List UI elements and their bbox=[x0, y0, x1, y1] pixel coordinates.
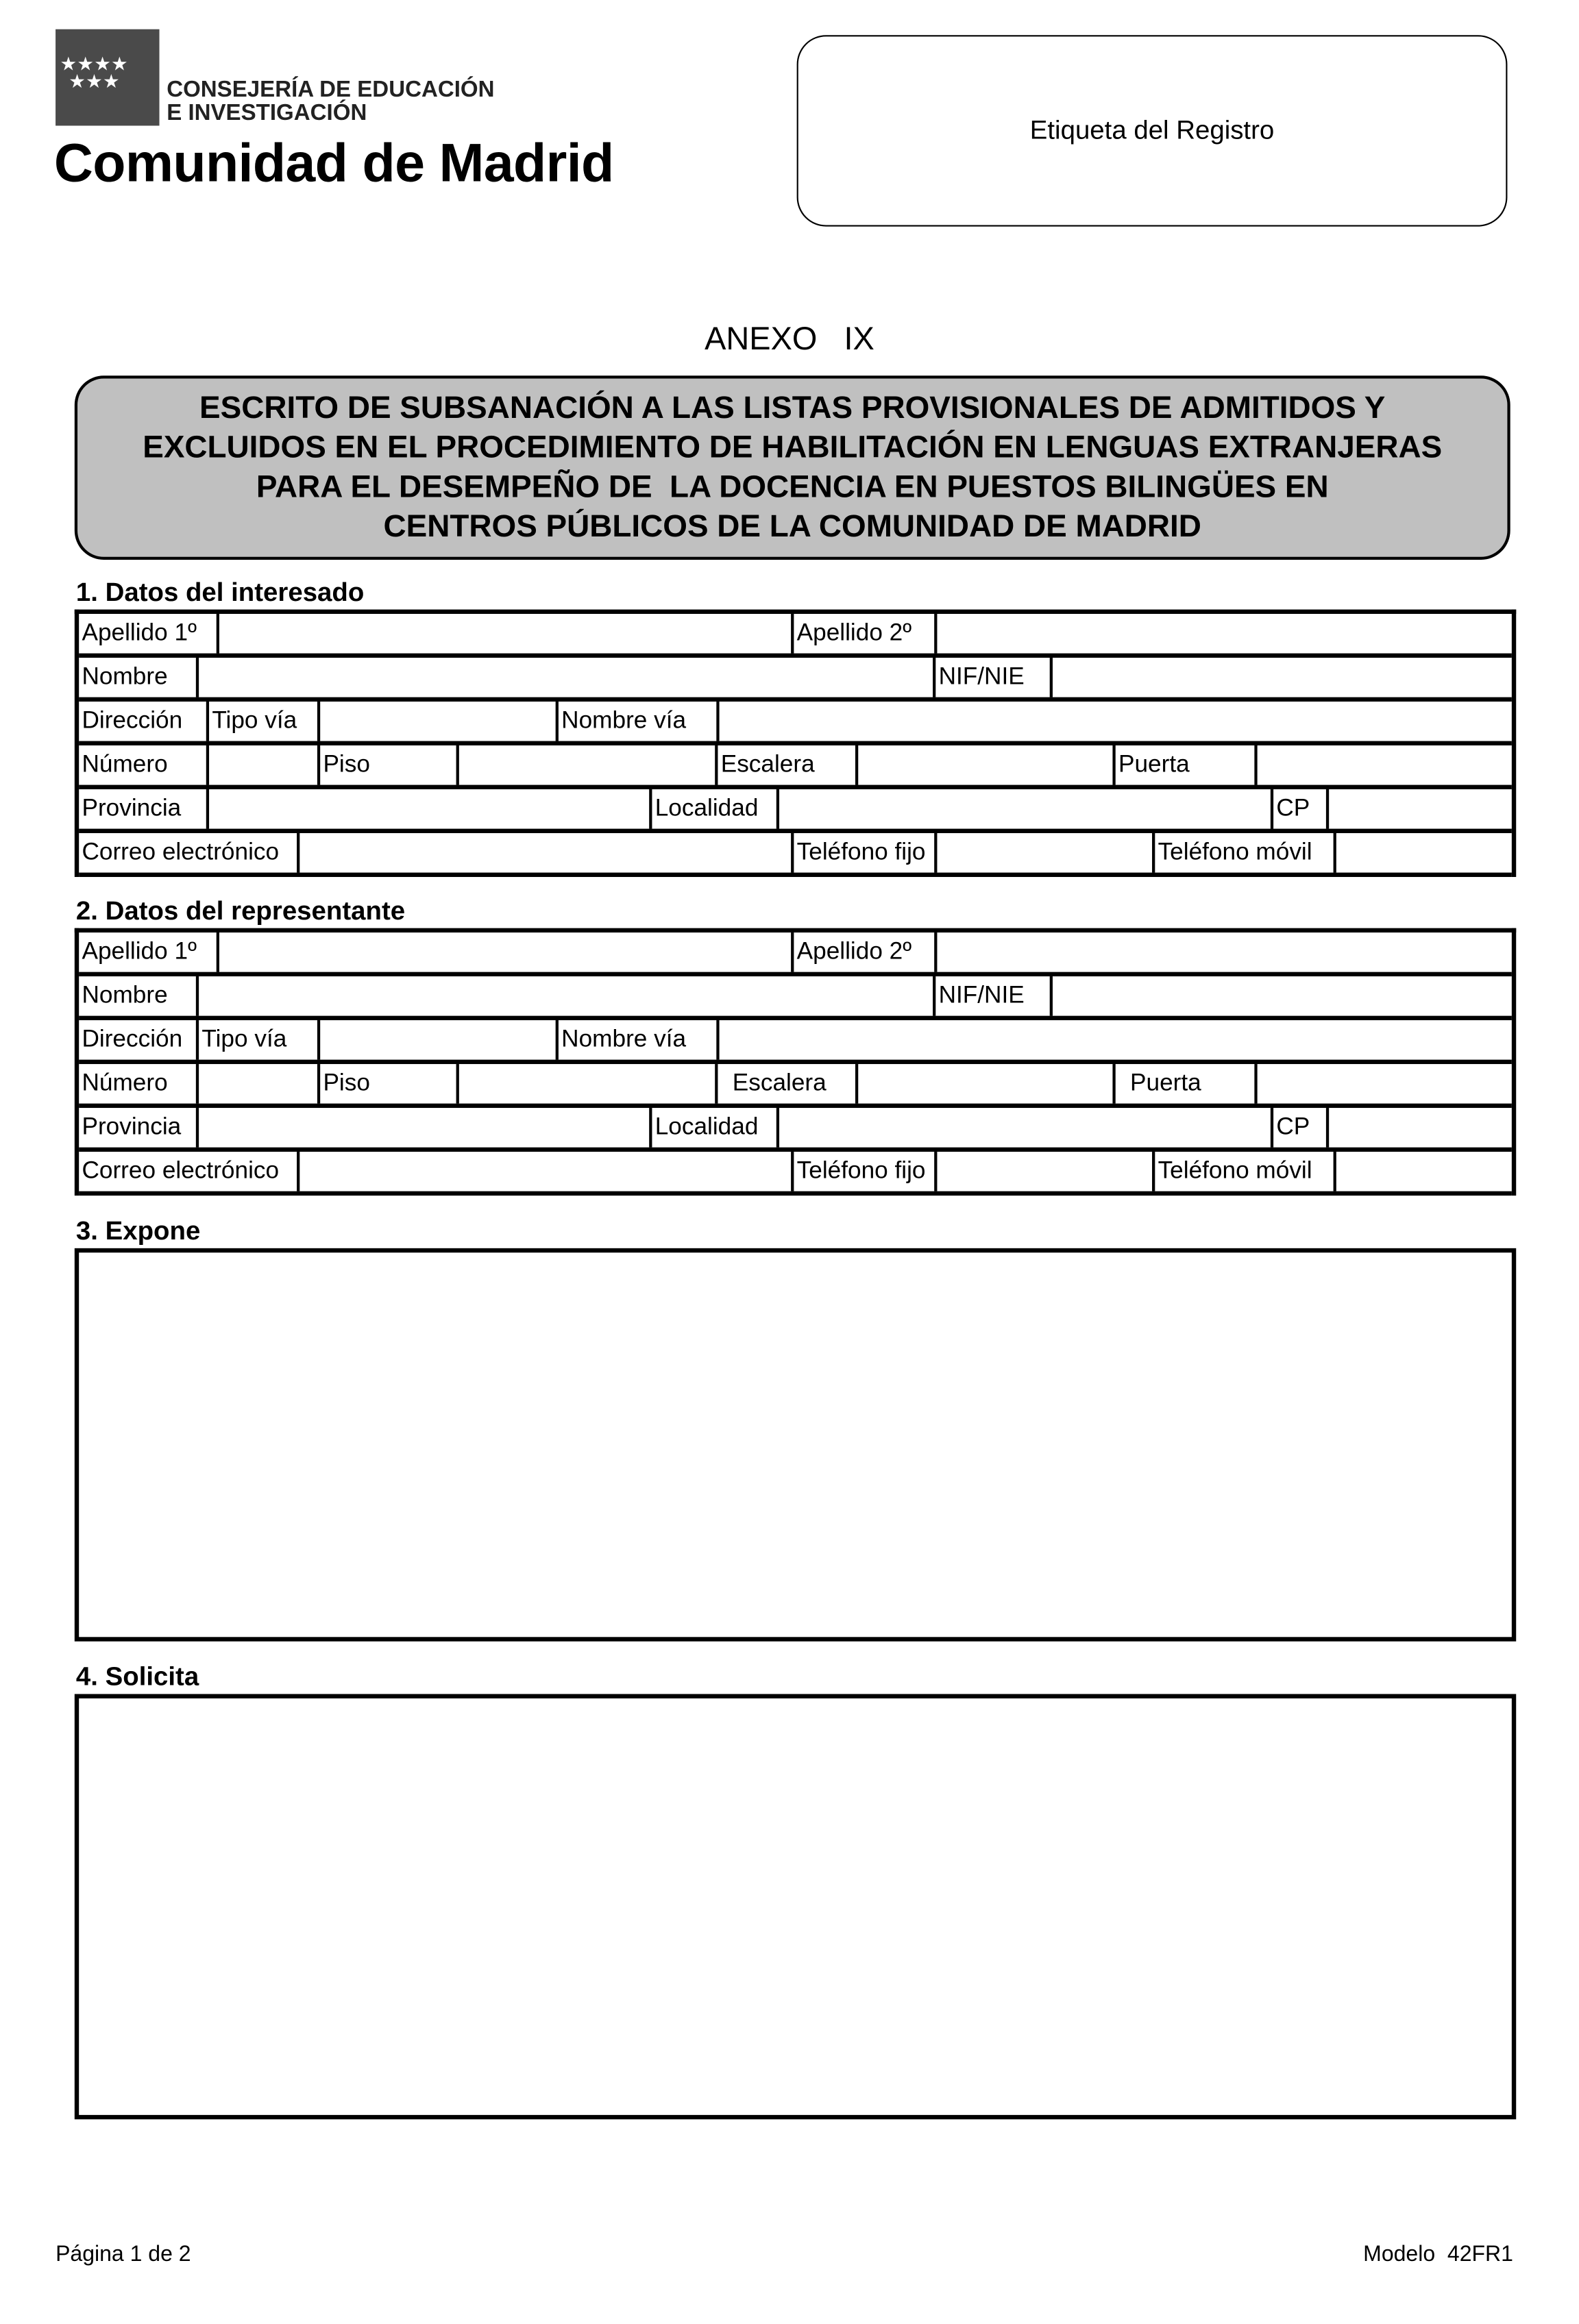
field-label: Piso bbox=[320, 1064, 459, 1104]
puerta-input[interactable] bbox=[1258, 745, 1512, 785]
table-row bbox=[79, 1064, 1512, 1108]
nombre-input[interactable] bbox=[199, 976, 935, 1016]
table-row bbox=[79, 745, 1512, 789]
section-heading-interesado: 1. Datos del interesado bbox=[75, 577, 365, 607]
provincia-input[interactable] bbox=[209, 789, 652, 829]
organization-name: Comunidad de Madrid bbox=[53, 133, 614, 193]
table-row bbox=[79, 976, 1512, 1020]
field-label: Dirección bbox=[79, 702, 209, 741]
field-label: NIF/NIE bbox=[935, 976, 1053, 1016]
puerta-input[interactable] bbox=[1258, 1064, 1512, 1104]
field-label: Número bbox=[79, 745, 209, 785]
field-label: Nombre bbox=[79, 976, 199, 1016]
field-label: Provincia bbox=[79, 1108, 199, 1148]
table-row bbox=[79, 614, 1512, 658]
table-row bbox=[79, 1108, 1512, 1152]
madrid-flag-logo bbox=[56, 29, 159, 126]
apellido1-input[interactable] bbox=[219, 932, 794, 972]
section-heading-expone: 3. Expone bbox=[75, 1215, 201, 1246]
field-label: Localidad bbox=[652, 789, 779, 829]
apellido1-input[interactable] bbox=[219, 614, 794, 654]
expone-textarea[interactable] bbox=[75, 1248, 1516, 1642]
table-row bbox=[79, 789, 1512, 833]
nombre-input[interactable] bbox=[199, 658, 935, 697]
field-label: Apellido 2º bbox=[794, 932, 937, 972]
tel-fijo-input[interactable] bbox=[937, 833, 1155, 873]
correo-input[interactable] bbox=[299, 833, 794, 873]
nif-input[interactable] bbox=[1053, 658, 1512, 697]
field-label: Correo electrónico bbox=[79, 833, 299, 873]
field-label: Tipo vía bbox=[199, 1020, 320, 1060]
department-name bbox=[167, 79, 494, 125]
field-label: Tipo vía bbox=[209, 702, 320, 741]
table-row bbox=[79, 833, 1512, 877]
field-label: Escalera bbox=[718, 1064, 858, 1104]
field-label: Nombre vía bbox=[559, 702, 720, 741]
department-line-2: E INVESTIGACIÓN bbox=[167, 101, 367, 126]
nif-input[interactable] bbox=[1053, 976, 1512, 1016]
correo-input[interactable] bbox=[299, 1152, 794, 1191]
localidad-input[interactable] bbox=[779, 789, 1273, 829]
field-label: CP bbox=[1273, 789, 1329, 829]
field-label: Provincia bbox=[79, 789, 209, 829]
field-label: Dirección bbox=[79, 1020, 199, 1060]
field-label: Puerta bbox=[1116, 1064, 1258, 1104]
provincia-input[interactable] bbox=[199, 1108, 652, 1148]
field-label: CP bbox=[1273, 1108, 1329, 1148]
cp-input[interactable] bbox=[1329, 789, 1512, 829]
tel-fijo-input[interactable] bbox=[937, 1152, 1155, 1191]
field-label: Teléfono fijo bbox=[794, 833, 937, 873]
field-label: Apellido 2º bbox=[794, 614, 937, 654]
field-label: Teléfono fijo bbox=[794, 1152, 937, 1191]
field-label: Apellido 1º bbox=[79, 932, 219, 972]
table-row bbox=[79, 702, 1512, 745]
field-label: Teléfono móvil bbox=[1155, 1152, 1336, 1191]
field-label: Puerta bbox=[1116, 745, 1258, 785]
interesado-table bbox=[75, 610, 1516, 877]
registry-label: Etiqueta del Registro bbox=[1029, 115, 1275, 145]
escalera-input[interactable] bbox=[858, 745, 1115, 785]
field-label: Correo electrónico bbox=[79, 1152, 299, 1191]
section-heading-representante: 2. Datos del representante bbox=[75, 895, 406, 926]
registry-label-box bbox=[797, 35, 1508, 226]
tel-movil-input[interactable] bbox=[1336, 1152, 1512, 1191]
document-title bbox=[75, 375, 1510, 560]
field-label: Teléfono móvil bbox=[1155, 833, 1336, 873]
tipo-via-input[interactable] bbox=[320, 1020, 559, 1060]
annex-heading: ANEXO IX bbox=[705, 320, 874, 357]
title-line: CENTROS PÚBLICOS DE LA COMUNIDAD DE MADRID bbox=[383, 508, 1201, 544]
apellido2-input[interactable] bbox=[937, 932, 1511, 972]
tipo-via-input[interactable] bbox=[320, 702, 559, 741]
field-label: NIF/NIE bbox=[935, 658, 1053, 697]
apellido2-input[interactable] bbox=[937, 614, 1511, 654]
table-row bbox=[79, 658, 1512, 702]
stars-icon: ★★★★ ★★★ bbox=[60, 52, 128, 92]
field-label: Número bbox=[79, 1064, 199, 1104]
piso-input[interactable] bbox=[459, 1064, 718, 1104]
model-code: Modelo 42FR1 bbox=[1363, 2242, 1513, 2267]
field-label: Nombre vía bbox=[559, 1020, 720, 1060]
escalera-input[interactable] bbox=[858, 1064, 1115, 1104]
title-line: EXCLUIDOS EN EL PROCEDIMIENTO DE HABILITACIÓN EN LENGUAS EXTRANJERAS bbox=[143, 430, 1443, 465]
field-label: Escalera bbox=[718, 745, 858, 785]
section-heading-solicita: 4. Solicita bbox=[75, 1661, 199, 1692]
nombre-via-input[interactable] bbox=[720, 702, 1512, 741]
cp-input[interactable] bbox=[1329, 1108, 1512, 1148]
table-row bbox=[79, 932, 1512, 976]
representante-table bbox=[75, 928, 1516, 1196]
tel-movil-input[interactable] bbox=[1336, 833, 1512, 873]
localidad-input[interactable] bbox=[779, 1108, 1273, 1148]
numero-input[interactable] bbox=[199, 1064, 320, 1104]
title-line: PARA EL DESEMPEÑO DE LA DOCENCIA EN PUESTOS BILINGÜES EN bbox=[256, 469, 1329, 504]
field-label: Piso bbox=[320, 745, 459, 785]
numero-input[interactable] bbox=[209, 745, 320, 785]
nombre-via-input[interactable] bbox=[720, 1020, 1512, 1060]
field-label: Localidad bbox=[652, 1108, 779, 1148]
table-row bbox=[79, 1020, 1512, 1064]
field-label: Apellido 1º bbox=[79, 614, 219, 654]
table-row bbox=[79, 1152, 1512, 1196]
page-number: Página 1 de 2 bbox=[56, 2242, 191, 2267]
field-label: Nombre bbox=[79, 658, 199, 697]
piso-input[interactable] bbox=[459, 745, 718, 785]
title-line: ESCRITO DE SUBSANACIÓN A LAS LISTAS PROVISIONALES DE ADMITIDOS Y bbox=[199, 390, 1386, 425]
solicita-textarea[interactable] bbox=[75, 1694, 1516, 2119]
department-line-1: CONSEJERÍA DE EDUCACIÓN bbox=[167, 77, 495, 103]
